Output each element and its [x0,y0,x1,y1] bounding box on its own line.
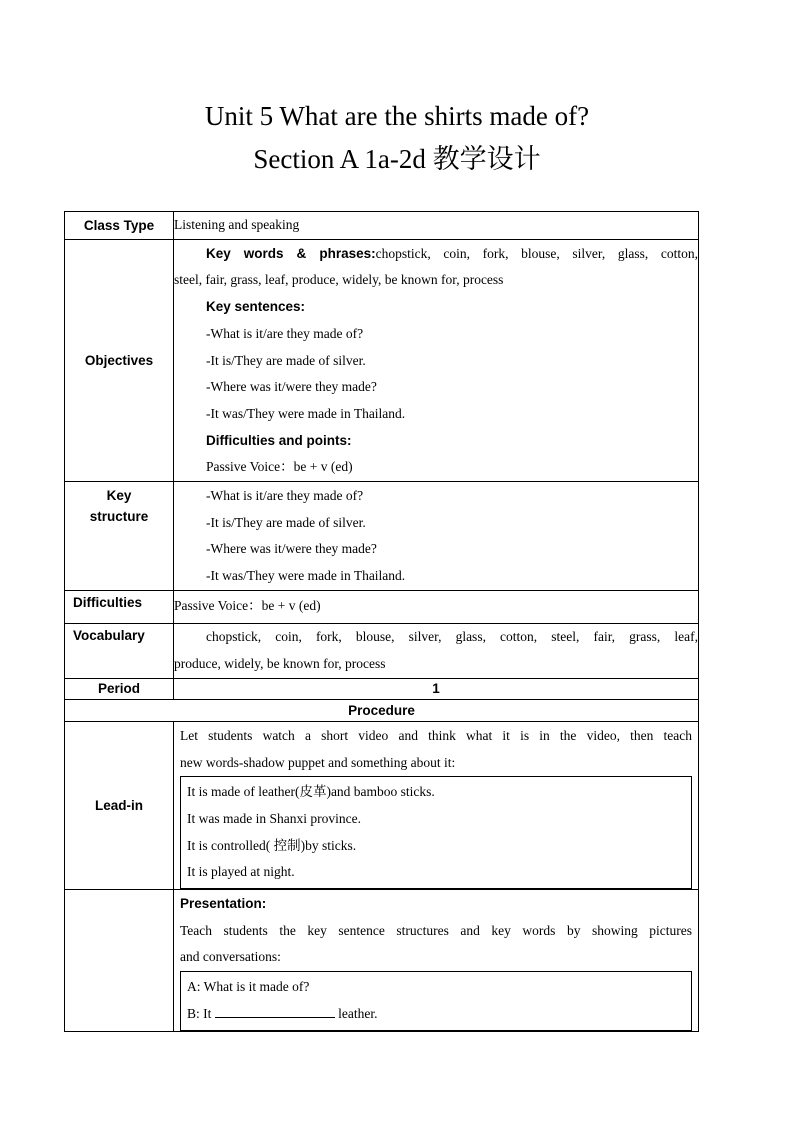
row-key-structure [65,482,699,591]
presentation-box-b-prefix: B: It [187,1005,215,1021]
difficulties-label: Difficulties [65,590,174,623]
presentation-line1: Teach students the key sentence structures and key words by showing pictures [180,922,692,938]
document-title-line1: Unit 5 What are the shirts made of? [204,101,590,131]
document-title-line2: Section A 1a-2d 教学设计 [253,144,541,174]
vocabulary-label: Vocabulary [65,623,174,678]
key-words-line2: steel, fair, grass, leaf, produce, widely, be known for, process [174,272,504,288]
class-type-label: Class Type [65,212,174,240]
key-structure-label-line2: structure [89,509,149,525]
key-structure-label [65,482,174,591]
structure-sentence-4: -It was/They were made in Thailand. [206,568,406,584]
vocabulary-line1: chopstick, coin, fork, blouse, silver, glass, cotton, steel, fair, grass, leaf, [206,628,698,644]
presentation-line2: and conversations: [180,949,281,965]
objective-sentence-3: -Where was it/were they made? [206,379,377,395]
objective-sentence-2: -It is/They are made of silver. [206,352,366,368]
period-label: Period [65,678,174,699]
lead-in-line2: new words-shadow puppet and something about it: [180,754,456,770]
difficulties-points-heading: Difficulties and points: [206,432,352,448]
period-value: 1 [174,678,699,699]
structure-sentence-3: -Where was it/were they made? [206,541,377,557]
objective-sentence-4: -It was/They were made in Thailand. [206,405,406,421]
lead-in-line1: Let students watch a short video and think what it is in the video, then teach [180,727,692,743]
presentation-box [180,971,692,1030]
row-vocabulary [65,623,699,678]
class-type-value: Listening and speaking [174,217,300,232]
lead-in-box-line3: It is controlled( 控制)by sticks. [187,837,357,853]
lead-in-box [180,776,692,889]
row-difficulties [65,590,699,623]
lead-in-box-line4: It is played at night. [187,864,295,880]
row-period [65,678,699,699]
difficulties-value: Passive Voice：be + v (ed) [174,598,321,614]
row-objectives [65,239,699,481]
procedure-heading: Procedure [65,699,699,721]
answer-blank [215,1005,335,1018]
presentation-box-b-suffix: leather. [334,1005,378,1021]
key-structure-label-line1: Key [106,488,132,504]
presentation-box-line-b [187,1001,685,1028]
row-class-type [65,212,699,240]
key-words-heading: Key words & phrases: [206,245,376,261]
key-words-list-part1: chopstick, coin, fork, blouse, silver, glass, cotton, [375,245,699,261]
row-procedure [65,699,699,721]
lead-in-box-line1: It is made of leather(皮革)and bamboo sticks. [187,784,435,800]
objectives-label: Objectives [65,239,174,481]
presentation-label-cell [65,890,174,1032]
key-sentences-heading: Key sentences: [206,299,306,315]
lead-in-label: Lead-in [65,721,174,889]
structure-sentence-2: -It is/They are made of silver. [206,514,366,530]
structure-sentence-1: -What is it/are they made of? [206,488,364,504]
vocabulary-line2: produce, widely, be known for, process [174,655,386,671]
presentation-heading: Presentation: [180,896,267,912]
passive-voice-text: Passive Voice：be + v (ed) [206,459,353,475]
lesson-plan-table [64,211,699,1032]
row-lead-in [65,721,699,889]
presentation-box-line-a: A: What is it made of? [187,979,310,995]
lead-in-box-line2: It was made in Shanxi province. [187,810,361,826]
key-words-line1 [174,241,698,268]
objective-sentence-1: -What is it/are they made of? [206,325,364,341]
row-presentation [65,890,699,1032]
